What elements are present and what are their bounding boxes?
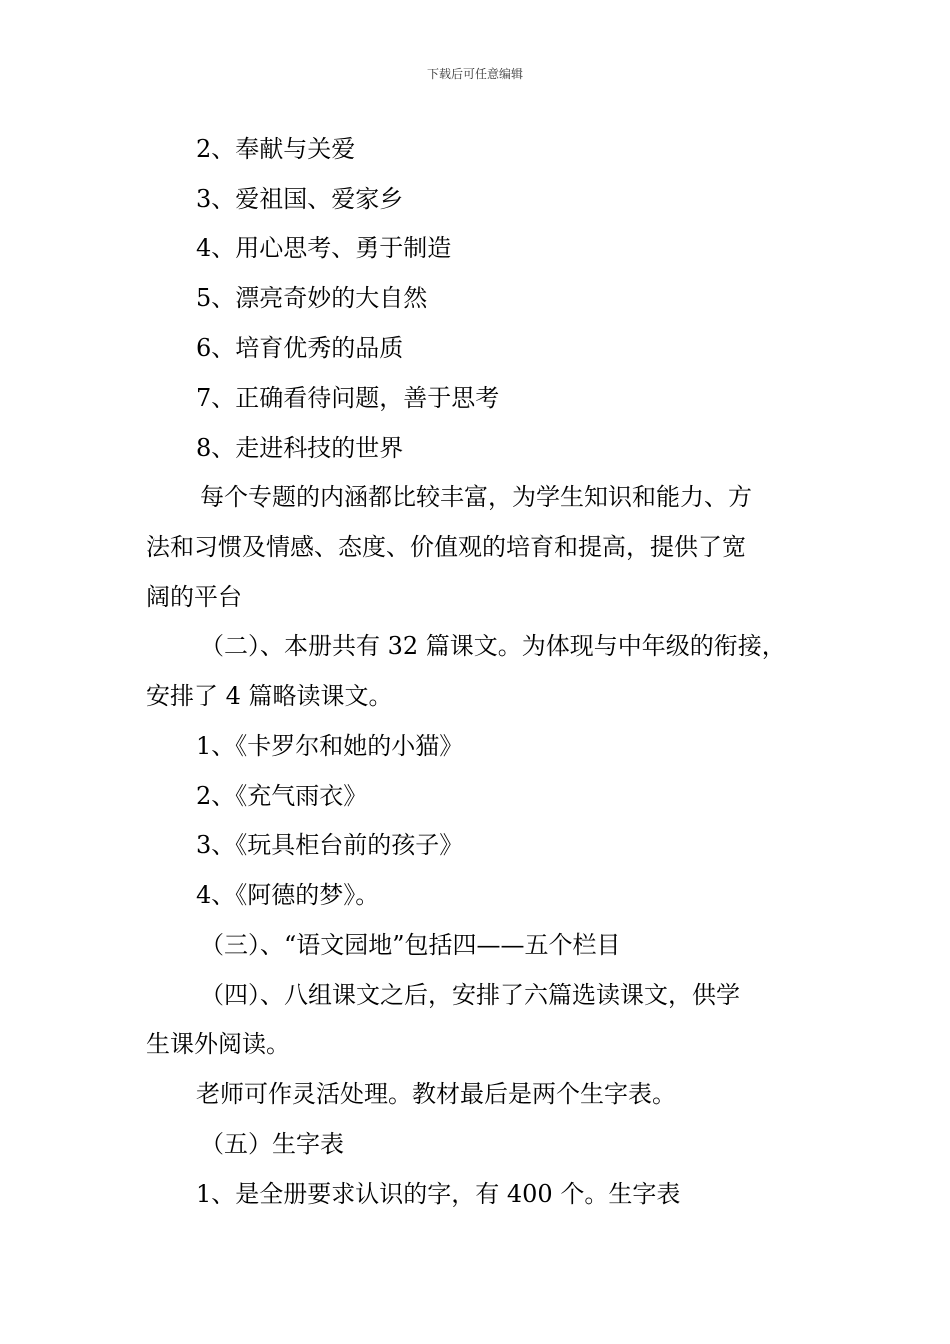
paragraph-line: （四）、八组课文之后，安排了六篇选读课文，供学 [200, 981, 740, 1009]
paragraph-line: 安排了 4 篇略读课文。 [146, 682, 393, 710]
list-item: 3、《玩具柜台前的孩子》 [196, 831, 464, 859]
list-item: 4、《阿德的梦》。 [196, 881, 380, 909]
list-item: 5、漂亮奇妙的大自然 [196, 284, 428, 312]
list-item: 2、《充气雨衣》 [196, 782, 368, 810]
list-item: 3、爱祖国、爱家乡 [196, 185, 404, 213]
list-item: 4、用心思考、勇于制造 [196, 234, 452, 262]
section-heading: （三）、“语文园地”包括四——五个栏目 [200, 931, 621, 959]
list-item: 2、奉献与关爱 [196, 135, 356, 163]
paragraph-line: 老师可作灵活处理。教材最后是两个生字表。 [196, 1080, 676, 1108]
list-item: 1、《卡罗尔和她的小猫》 [196, 732, 464, 760]
paragraph-line: （二）、本册共有 32 篇课文。为体现与中年级的衔接， [200, 632, 786, 660]
paragraph-line: 每个专题的内涵都比较丰富，为学生知识和能力、方 [200, 483, 752, 511]
list-item: 1、是全册要求认识的字，有 400 个。生字表 [196, 1180, 681, 1208]
paragraph-line: 阔的平台 [146, 583, 242, 611]
list-item: 6、培育优秀的品质 [196, 334, 404, 362]
page-header: 下载后可任意编辑 [426, 67, 523, 81]
section-heading: （五）生字表 [200, 1130, 344, 1158]
list-item: 7、正确看待问题，善于思考 [196, 384, 500, 412]
list-item: 8、走进科技的世界 [196, 434, 404, 462]
paragraph-line: 法和习惯及情感、态度、价值观的培育和提高，提供了宽 [146, 533, 746, 561]
paragraph-line: 生课外阅读。 [146, 1030, 290, 1058]
